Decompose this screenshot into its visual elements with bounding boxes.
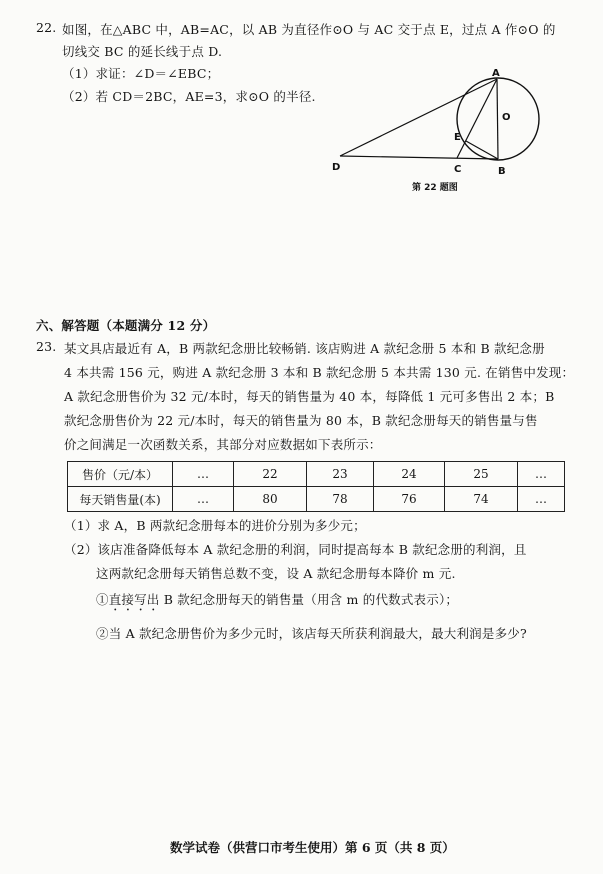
line-da: [340, 79, 497, 156]
table-cell: 23: [307, 462, 374, 487]
line-ac: [457, 79, 497, 158]
table-cell: …: [518, 487, 565, 512]
row-label-sales: 每天销售量(本): [68, 487, 173, 512]
label-e: E: [454, 132, 461, 143]
label-b: B: [498, 166, 506, 177]
page-footer: 数学试卷（供营口市考生使用）第 6 页（共 8 页）: [170, 840, 455, 855]
sub1-rest: B 款纪念册每天的销售量（用含 m 的代数式表示）；: [159, 592, 459, 607]
q22-figure: [320, 68, 560, 198]
section-6-title: 六、解答题（本题满分 12 分）: [36, 318, 216, 333]
q23-stem-line3: A 款纪念册售价为 32 元/本时，每天的销售量为 40 本，每降低 1 元可多售出 2 本；B: [64, 389, 555, 404]
table-cell: 74: [445, 487, 518, 512]
row-label-price: 售价（元/本）: [68, 462, 173, 487]
table-cell: …: [518, 462, 565, 487]
q22-stem-line1: 如图，在△ABC 中，AB=AC，以 AB 为直径作⊙O 与 AC 交于点 E，过点 A 作⊙O 的: [62, 22, 556, 37]
table-row: [68, 487, 565, 512]
q23-stem-line5: 价之间满足一次函数关系，其部分对应数据如下表所示：: [64, 437, 382, 452]
q22-figure-caption: 第 22 题图: [412, 183, 458, 193]
table-cell: …: [173, 487, 234, 512]
q22-stem-line2: 切线交 BC 的延长线于点 D.: [62, 44, 223, 59]
q22-number: 22.: [36, 20, 57, 35]
line-ab: [497, 79, 498, 159]
table-row: [68, 462, 565, 487]
table-cell: 22: [234, 462, 307, 487]
q23-part2-line1: （2）该店准备降低每本 A 款纪念册的利润，同时提高每本 B 款纪念册的利润，且: [64, 542, 527, 557]
price-sales-table: [67, 461, 565, 512]
q23-number: 23.: [36, 339, 57, 354]
table-cell: 80: [234, 487, 307, 512]
q23-part2-line2: 这两款纪念册每天销售总数不变，设 A 款纪念册每本降价 m 元.: [96, 566, 456, 581]
label-o: O: [502, 112, 511, 123]
table-cell: 25: [445, 462, 518, 487]
sub1-emphasis: 直接写出: [108, 592, 160, 607]
table-cell: 76: [374, 487, 445, 512]
q23-sub1: [96, 590, 458, 614]
q22-part2: （2）若 CD＝2BC，AE=3，求⊙O 的半径.: [62, 89, 316, 104]
label-c: C: [454, 164, 462, 175]
label-d: D: [332, 162, 341, 173]
label-a: A: [492, 68, 500, 79]
q23-stem-line1: 某文具店最近有 A，B 两款纪念册比较畅销. 该店购进 A 款纪念册 5 本和 B 款纪念册: [64, 341, 545, 356]
q23-stem-line4: 款纪念册售价为 22 元/本时，每天的销售量为 80 本，B 款纪念册每天的销售量与售: [64, 413, 538, 428]
q23-part1: （1）求 A，B 两款纪念册每本的进价分别为多少元；: [64, 518, 366, 533]
table-cell: 24: [374, 462, 445, 487]
line-db: [340, 156, 498, 159]
q23-stem-line2: 4 本共需 156 元，购进 A 款纪念册 3 本和 B 款纪念册 5 本共需 130 元. 在销售中发现：: [64, 365, 575, 380]
q22-part1: （1）求证：∠D＝∠EBC；: [62, 66, 220, 81]
q23-sub2: ②当 A 款纪念册售价为多少元时，该店每天所获利润最大，最大利润是多少?: [96, 626, 527, 641]
table-cell: 78: [307, 487, 374, 512]
table-cell: …: [173, 462, 234, 487]
sub1-marker: ①: [96, 592, 109, 607]
